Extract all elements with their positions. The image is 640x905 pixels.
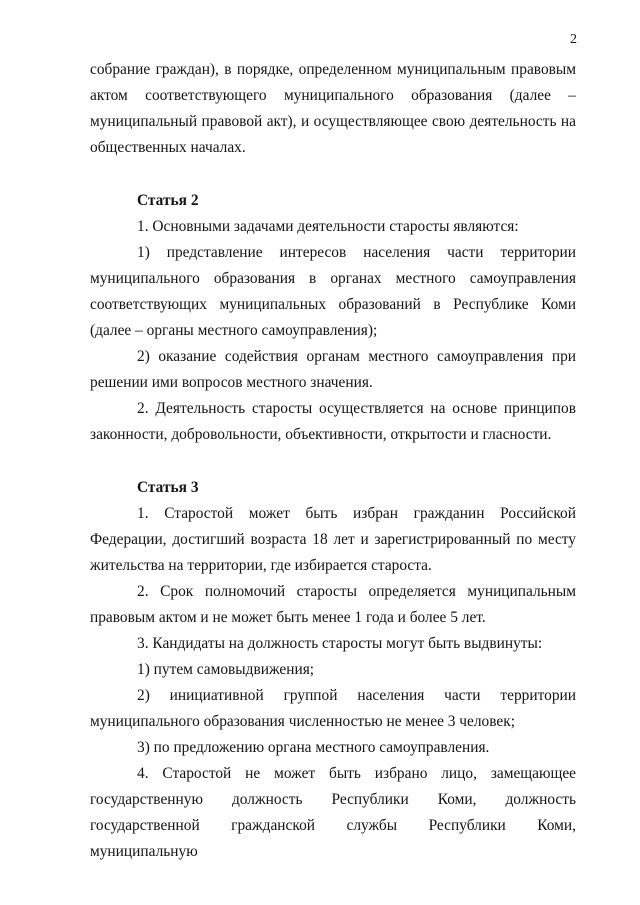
paragraph: 2. Срок полномочий старосты определяется муниципальным правовым актом и не может быть менее 1 года и более 5 лет. <box>90 583 576 626</box>
article-heading: Статья 2 <box>137 192 199 209</box>
paragraph: 1. Старостой может быть избран гражданин Российской Федерации, достигший возраста 18 лет и зарегистрированный по месту жительства на территории, где избирается староста. <box>90 505 576 574</box>
article-heading: Статья 3 <box>137 479 199 496</box>
paragraph: 3. Кандидаты на должность старосты могут быть выдвинуты: <box>137 635 543 652</box>
paragraph: 1. Основными задачами деятельности старосты являются: <box>137 218 519 235</box>
paragraph: 2) оказание содействия органам местного самоуправления при решении ими вопросов местного значения. <box>90 348 576 391</box>
paragraph: 3) по предложению органа местного самоуправления. <box>137 739 490 756</box>
paragraph: 1) представление интересов населения части территории муниципального образования в органах местного самоуправления соответствующих муниципальных образований в Республике Коми (далее – органы местного самоуправления); <box>90 244 576 339</box>
section-gap <box>90 161 576 188</box>
paragraph: 2) инициативной группой населения части территории муниципального образования численностью не менее 3 человек; <box>90 687 576 730</box>
document-body <box>90 57 576 865</box>
page-number: 2 <box>570 32 577 47</box>
paragraph: 4. Старостой не может быть избрано лицо, замещающее государственную должность Республики Коми, должность государственной гражданской службы Республики Коми, муниципальную <box>90 765 576 860</box>
paragraph: собрание граждан), в порядке, определенном муниципальным правовым актом соответствующего муниципального образования (далее – муниципальный правовой акт), и осуществляющее свою деятельность на общественных началах. <box>90 61 576 156</box>
paragraph: 1) путем самовыдвижения; <box>137 661 315 678</box>
section-gap <box>90 448 576 475</box>
paragraph: 2. Деятельность старосты осуществляется на основе принципов законности, добровольности, объективности, открытости и гласности. <box>90 400 576 443</box>
